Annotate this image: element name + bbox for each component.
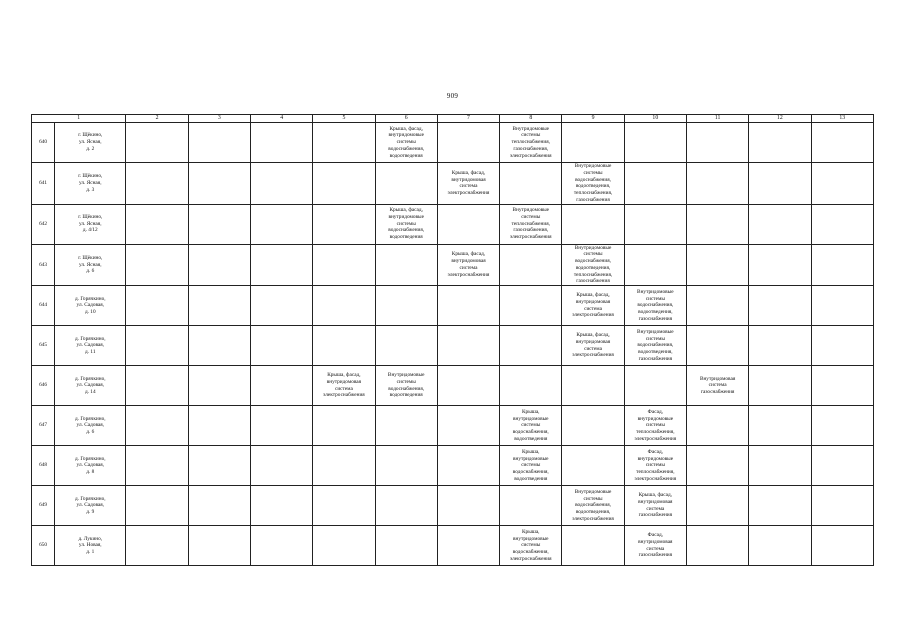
work-cell (500, 406, 562, 446)
work-cell (500, 163, 562, 205)
work-cell (686, 204, 748, 244)
work-text: Крыша, фасад, внутридомовая система электроснабжения (572, 292, 614, 319)
address-cell (55, 326, 126, 366)
table-row (32, 406, 874, 446)
address-text: д. Горячкино, ул. Садовая, д. 14 (74, 375, 106, 396)
column-header: 7 (437, 115, 499, 123)
work-cell (437, 123, 499, 163)
work-cell (562, 486, 624, 526)
work-cell (562, 123, 624, 163)
work-cell (500, 123, 562, 163)
work-cell (313, 366, 375, 406)
row-number: 641 (32, 163, 55, 205)
work-cell (251, 123, 313, 163)
address-cell (55, 286, 126, 326)
column-header: 9 (562, 115, 624, 123)
work-cell (811, 486, 873, 526)
work-cell (313, 486, 375, 526)
work-cell (562, 366, 624, 406)
work-cell (624, 406, 686, 446)
work-text: Фасад, внутридомовые системы теплоснабжения, электроснабжения (634, 408, 677, 442)
work-cell (749, 123, 811, 163)
work-cell (749, 526, 811, 566)
work-cell (126, 526, 188, 566)
row-number: 647 (32, 406, 55, 446)
work-cell (188, 244, 250, 286)
work-cell (562, 286, 624, 326)
work-cell (375, 486, 437, 526)
work-cell (749, 204, 811, 244)
work-cell (188, 286, 250, 326)
work-cell (811, 326, 873, 366)
work-cell (126, 244, 188, 286)
work-cell (313, 204, 375, 244)
work-cell (500, 486, 562, 526)
address-text: г. Щёкино, ул. Ясная, д. 2 (78, 132, 103, 152)
work-cell (624, 123, 686, 163)
work-cell (811, 163, 873, 205)
row-number: 642 (32, 204, 55, 244)
work-cell (188, 366, 250, 406)
work-cell (313, 446, 375, 486)
work-cell (375, 406, 437, 446)
work-cell (562, 326, 624, 366)
column-number-row (32, 115, 874, 123)
column-header: 2 (126, 115, 188, 123)
work-cell (624, 163, 686, 205)
work-cell (251, 286, 313, 326)
column-header: 13 (811, 115, 873, 123)
work-cell (811, 366, 873, 406)
work-text: Фасад, внутридомовые системы теплоснабжения, электроснабжения (634, 448, 677, 482)
work-cell (686, 326, 748, 366)
work-cell (437, 204, 499, 244)
work-cell (624, 204, 686, 244)
work-text: Внутридомовые системы водоснабжения, водоотведения, электроснабжения (572, 488, 614, 522)
work-text: Внутридомовые системы теплоснабжения, газоснабжения, электроснабжения (509, 207, 552, 241)
work-cell (188, 526, 250, 566)
work-text: Крыша, фасад, внутридомовая система электроснабжения (323, 372, 365, 399)
work-cell (500, 326, 562, 366)
work-cell (126, 326, 188, 366)
work-cell (437, 366, 499, 406)
address-text: д. Лукино, ул. Новая, д. 1 (78, 535, 103, 556)
address-cell (55, 244, 126, 286)
work-text: Крыша, фасад, внутридомовые системы водоснабжения, водоотведения (388, 125, 425, 159)
work-cell (126, 204, 188, 244)
work-cell (126, 366, 188, 406)
work-cell (749, 406, 811, 446)
work-cell (624, 366, 686, 406)
work-cell (313, 244, 375, 286)
work-cell (437, 526, 499, 566)
address-cell (55, 526, 126, 566)
work-text: Крыша, внутридомовые системы водоснабжения, водоотведения (512, 448, 549, 482)
work-cell (188, 406, 250, 446)
work-cell (188, 326, 250, 366)
work-cell (126, 123, 188, 163)
address-cell (55, 366, 126, 406)
work-cell (375, 366, 437, 406)
work-cell (811, 406, 873, 446)
work-text: Внутридомовые системы водоснабжения, водоотведения, теплоснабжения, газоснабжения (573, 163, 613, 203)
work-cell (375, 286, 437, 326)
table-row (32, 526, 874, 566)
table-row (32, 204, 874, 244)
work-cell (562, 526, 624, 566)
row-number: 650 (32, 526, 55, 566)
work-cell (749, 486, 811, 526)
work-cell (749, 326, 811, 366)
work-cell (437, 163, 499, 205)
work-cell (624, 526, 686, 566)
address-text: д. Горячкино, ул. Садовая, д. 10 (74, 295, 106, 316)
work-text: Крыша, фасад, внутридомовые системы водоснабжения, водоотведения (388, 207, 425, 241)
address-text: г. Щёкино, ул. Ясная, д. 3 (78, 173, 103, 193)
work-cell (188, 163, 250, 205)
address-text: г. Щёкино, ул. Ясная, д. 4/12 (78, 213, 103, 234)
table-row (32, 244, 874, 286)
work-cell (749, 366, 811, 406)
work-cell (811, 526, 873, 566)
work-cell (251, 326, 313, 366)
work-cell (500, 204, 562, 244)
work-cell (811, 286, 873, 326)
work-cell (251, 486, 313, 526)
work-text: Внутридомовые системы водоснабжения, водоотведения, газоснабжения (637, 288, 674, 322)
work-cell (686, 123, 748, 163)
address-text: д. Горячкино, ул. Садовая, д. 8 (74, 455, 106, 476)
work-text: Крыша, фасад, внутридомовая система газоснабжения (638, 492, 673, 519)
work-cell (624, 286, 686, 326)
table-row (32, 123, 874, 163)
work-text: Фасад, внутридомовая система газоснабжения (638, 532, 673, 559)
row-number: 648 (32, 446, 55, 486)
row-number: 640 (32, 123, 55, 163)
column-header: 4 (251, 115, 313, 123)
work-cell (375, 123, 437, 163)
work-cell (562, 446, 624, 486)
work-cell (313, 406, 375, 446)
work-cell (126, 286, 188, 326)
work-cell (251, 244, 313, 286)
work-cell (251, 526, 313, 566)
work-cell (126, 163, 188, 205)
work-cell (749, 286, 811, 326)
work-cell (251, 446, 313, 486)
work-cell (811, 446, 873, 486)
work-cell (375, 326, 437, 366)
row-number: 646 (32, 366, 55, 406)
work-cell (188, 446, 250, 486)
address-cell (55, 406, 126, 446)
work-cell (375, 204, 437, 244)
work-cell (686, 286, 748, 326)
work-text: Внутридомовые системы водоснабжения, водоотведения, теплоснабжения, газоснабжения (573, 244, 613, 285)
work-cell (624, 244, 686, 286)
table-body (32, 123, 874, 566)
address-cell (55, 163, 126, 205)
work-cell (251, 406, 313, 446)
work-cell (686, 366, 748, 406)
work-text: Внутридомовые системы водоснабжения, водоотведения (387, 372, 425, 399)
work-cell (562, 244, 624, 286)
work-cell (500, 446, 562, 486)
work-cell (126, 406, 188, 446)
address-cell (55, 204, 126, 244)
work-cell (437, 406, 499, 446)
work-cell (686, 244, 748, 286)
work-cell (437, 244, 499, 286)
work-cell (562, 163, 624, 205)
work-cell (313, 286, 375, 326)
address-cell (55, 123, 126, 163)
work-text: Внутридомовые системы теплоснабжения, газоснабжения, электроснабжения (509, 125, 552, 159)
column-header: 10 (624, 115, 686, 123)
work-cell (188, 123, 250, 163)
page-number: 909 (446, 92, 459, 100)
work-cell (437, 286, 499, 326)
work-cell (188, 204, 250, 244)
work-text: Крыша, внутридомовые системы водоснабжения, водоотведения (512, 408, 549, 442)
work-text: Крыша, внутридомовые системы водоснабжения, электроснабжения (509, 528, 552, 562)
work-cell (375, 244, 437, 286)
work-cell (500, 366, 562, 406)
work-cell (437, 326, 499, 366)
work-cell (624, 446, 686, 486)
work-cell (500, 244, 562, 286)
column-header: 8 (500, 115, 562, 123)
work-cell (811, 123, 873, 163)
column-header: 3 (188, 115, 250, 123)
work-cell (624, 486, 686, 526)
work-cell (251, 163, 313, 205)
row-number: 643 (32, 244, 55, 286)
work-cell (313, 123, 375, 163)
address-text: д. Горячкино, ул. Садовая, д. 9 (74, 495, 106, 516)
column-header: 6 (375, 115, 437, 123)
column-header: 1 (32, 115, 126, 123)
work-cell (375, 163, 437, 205)
work-text: Внутридомовая система газоснабжения (699, 375, 736, 396)
work-cell (686, 446, 748, 486)
work-text: Крыша, фасад, внутридомовая система электроснабжения (447, 169, 490, 197)
work-text: Крыша, фасад, внутридомовая система электроснабжения (572, 332, 614, 359)
work-cell (624, 326, 686, 366)
work-text: Крыша, фасад, внутридомовая система электроснабжения (447, 251, 490, 278)
work-cell (749, 446, 811, 486)
work-cell (188, 486, 250, 526)
work-cell (686, 486, 748, 526)
address-cell (55, 486, 126, 526)
table-row (32, 486, 874, 526)
work-cell (562, 204, 624, 244)
work-cell (811, 244, 873, 286)
work-cell (126, 486, 188, 526)
column-header: 5 (313, 115, 375, 123)
work-cell (313, 526, 375, 566)
work-text: Внутридомовые системы водоснабжения, водоотведения, газоснабжения (637, 328, 674, 362)
table-row (32, 446, 874, 486)
row-number: 645 (32, 326, 55, 366)
work-cell (375, 446, 437, 486)
column-header: 12 (749, 115, 811, 123)
repair-schedule-table (31, 114, 874, 566)
address-cell (55, 446, 126, 486)
work-cell (313, 326, 375, 366)
work-cell (126, 446, 188, 486)
column-header: 11 (686, 115, 748, 123)
table-row (32, 286, 874, 326)
work-cell (749, 163, 811, 205)
work-cell (500, 526, 562, 566)
work-cell (251, 366, 313, 406)
work-cell (500, 286, 562, 326)
table-row (32, 366, 874, 406)
work-cell (811, 204, 873, 244)
work-cell (686, 406, 748, 446)
work-cell (686, 526, 748, 566)
row-number: 644 (32, 286, 55, 326)
row-number: 649 (32, 486, 55, 526)
work-cell (686, 163, 748, 205)
work-cell (749, 244, 811, 286)
work-cell (313, 163, 375, 205)
work-cell (562, 406, 624, 446)
address-text: г. Щёкино, ул. Ясная, д. 6 (78, 254, 103, 275)
work-cell (437, 446, 499, 486)
address-text: д. Горячкино, ул. Садовая, д. 6 (74, 415, 106, 436)
table-row (32, 163, 874, 205)
work-cell (375, 526, 437, 566)
address-text: д. Горячкино, ул. Садовая, д. 11 (74, 335, 106, 356)
work-cell (437, 486, 499, 526)
work-cell (251, 204, 313, 244)
table-row (32, 326, 874, 366)
